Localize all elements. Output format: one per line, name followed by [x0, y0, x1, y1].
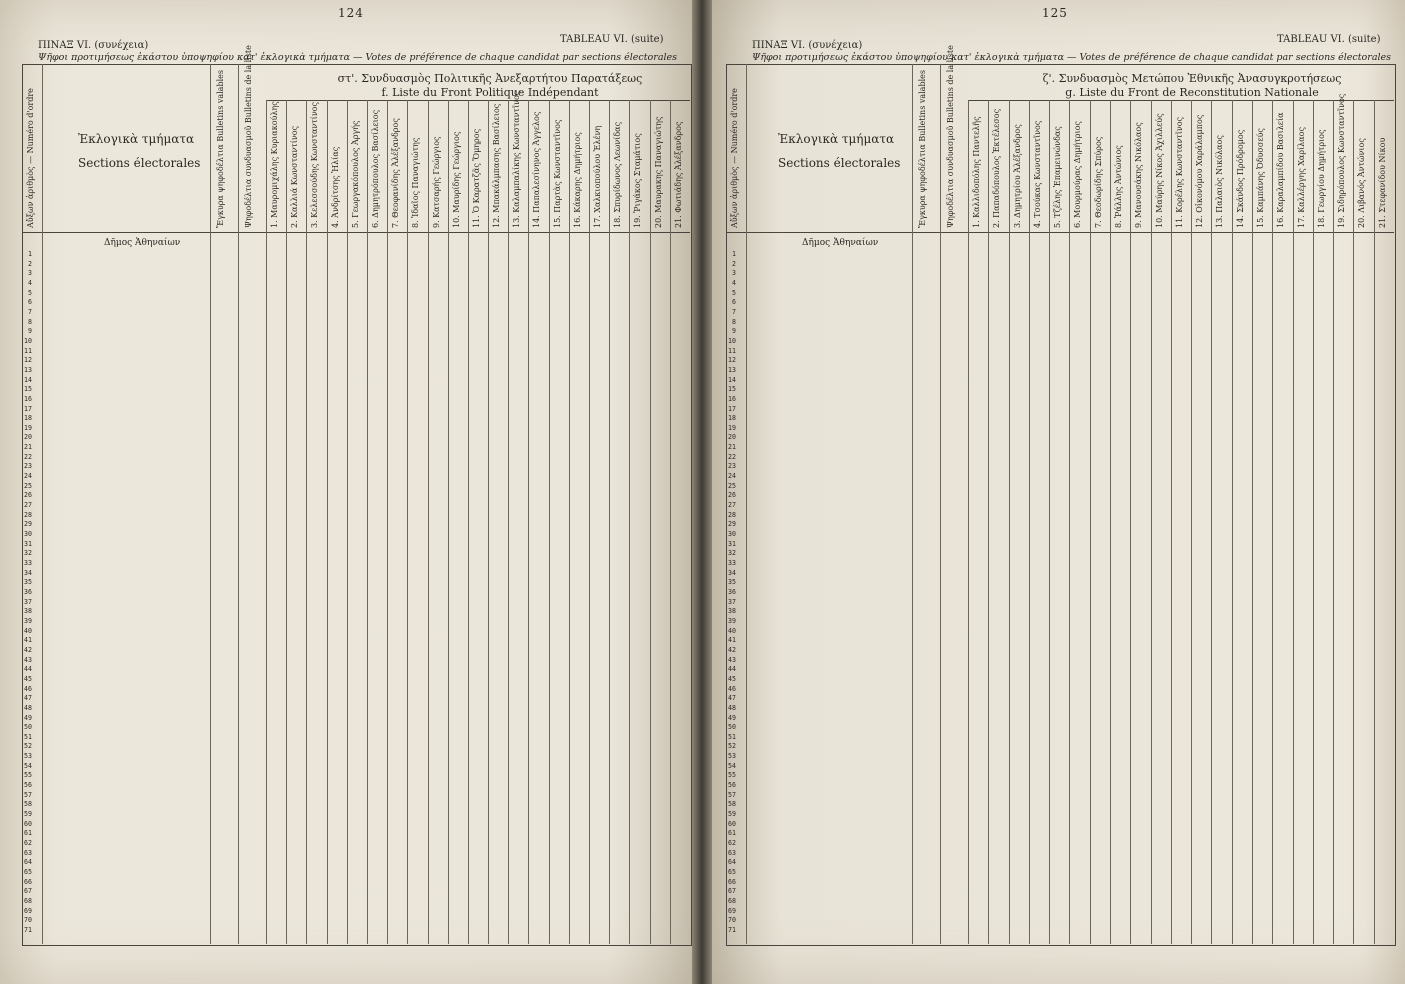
- data-rows: 1 2 3 4 5 6 7 8 9 10 11 12 13 14 15 16 17 18 19 20 21 22 23 24 25 26 27 28 29 30 31 32 33 34 35 36 37 38 39 40 41 42 43 44 45 46 47 48 49 50 51 52 53 54 55 56 57 58 59 60 61 62 63 64 65 66 67 68 69 70 71: [24, 250, 32, 934]
- column-rule: [1232, 100, 1233, 944]
- column-rule: [1252, 100, 1253, 944]
- column-rule: [1151, 100, 1152, 944]
- municipality-heading: Δῆμος Ἀθηναίων: [104, 238, 181, 248]
- column-rule: [968, 100, 969, 944]
- column-rule: [407, 100, 408, 944]
- candidate-header: 10. Μαύρης Νίκος Ἀχιλλεύς: [1154, 113, 1164, 228]
- list-title-rule: [266, 100, 690, 101]
- candidate-header: 12. Οἰκονόμου Χαράλαμπος: [1195, 114, 1205, 228]
- candidate-header: 13. Παλαιὸς Νικόλαος: [1215, 135, 1225, 228]
- column-rule: [327, 100, 328, 944]
- candidate-header: 6. Δημητρόπουλος Βασίλειος: [370, 109, 380, 228]
- header-french: TABLEAU VI. (suite): [1277, 34, 1381, 45]
- left-page: [0, 0, 692, 984]
- column-rule: [1293, 100, 1294, 944]
- column-rule: [569, 100, 570, 944]
- column-rule: [629, 100, 630, 944]
- page-number: 125: [1042, 6, 1068, 20]
- list-title-french: g. Liste du Front de Reconstitution Nationale: [1065, 86, 1319, 99]
- column-rule: [266, 100, 267, 944]
- candidate-header: 12. Μπακάλμπασης Βασίλειος: [492, 103, 502, 228]
- candidate-header: 17. Καλλέργης Χαρίλαος: [1296, 127, 1306, 228]
- list-title-french: f. Liste du Front Politique Indépendant: [381, 86, 599, 99]
- column-rule: [210, 64, 211, 944]
- column-rule: [912, 64, 913, 944]
- subtitle: Ψῆφοι προτιμήσεως ἑκάστου ὑποψηφίου κατ' ἐκλογικὰ τμήματα — Votes de préférence de chaque candidat par sections électorales: [38, 52, 678, 63]
- candidate-header: 2. Καλλιά Κωνσταντίνος: [290, 125, 300, 228]
- candidate-header: 21. Φωτιάδης Ἀλέξανδρος: [673, 121, 683, 228]
- header-greek: ΠΙΝΑΞ VI. (συνέχεια): [752, 40, 863, 51]
- column-rule: [286, 100, 287, 944]
- candidate-header: 2. Παπαδόπουλος Ἐκτέλεσος: [992, 108, 1002, 228]
- candidate-header: 1. Μαυρομιχάλης Κυριακούλης: [270, 101, 279, 228]
- list-votes-header: Ψηφοδέλτια συνδυασμοῦ Bulletins de la liste: [946, 45, 955, 228]
- header-french: TABLEAU VI. (suite): [560, 34, 664, 45]
- municipality-heading: Δῆμος Ἀθηναίων: [802, 238, 879, 248]
- column-rule: [650, 100, 651, 944]
- candidate-header: 13. Καλαμπαλίκης Κωνσταντῖνος: [512, 90, 522, 228]
- candidate-header: 4. Τσούκας Κωνσταντῖνος: [1032, 120, 1042, 228]
- column-rule: [347, 100, 348, 944]
- candidate-header: 20. Λιβανός Ἀντώνιος: [1357, 138, 1367, 228]
- column-rule: [428, 100, 429, 944]
- candidate-header: 7. Θεοδωρίδης Σπύρος: [1093, 136, 1103, 228]
- candidate-header: 18. Σπυρίδωνος Λεωνίδας: [613, 121, 623, 228]
- column-rule: [1130, 100, 1131, 944]
- subtitle: Ψῆφοι προτιμήσεως ἑκάστου ὑποψηφίου κατ' ἐκλογικὰ τμήματα — Votes de préférence de chaque candidat par sections électorales: [752, 52, 1392, 63]
- column-rule: [42, 64, 43, 944]
- order-column-header: Αὔξων ἀριθμὸς — Numéro d'ordre: [26, 88, 35, 228]
- list-title-rule: [968, 100, 1394, 101]
- column-rule: [306, 100, 307, 944]
- header-greek: ΠΙΝΑΞ VI. (συνέχεια): [38, 40, 149, 51]
- column-rule: [549, 100, 550, 944]
- column-rule: [1272, 100, 1273, 944]
- candidate-header: 9. Μανουσάκης Νικόλαος: [1134, 122, 1144, 228]
- column-rule: [746, 64, 747, 944]
- candidate-header: 19. Ῥιγάκος Σταμάτιος: [633, 133, 643, 228]
- column-rule: [1171, 100, 1172, 944]
- column-rule: [940, 64, 941, 944]
- candidate-header: 4. Ἀνδρίτσης Ἠλίας: [330, 146, 340, 228]
- candidate-header: 8. Ἰδαῖος Παναγιώτης: [411, 137, 421, 228]
- column-rule: [367, 100, 368, 944]
- column-rule: [448, 100, 449, 944]
- header-bottom-rule: [726, 232, 1394, 233]
- candidate-header: 9. Κατσαρής Γεώργιος: [431, 136, 441, 228]
- candidate-header: 5. Τζέλης Ἐπαμεινώνδας: [1053, 126, 1063, 228]
- column-rule: [1353, 100, 1354, 944]
- data-rows: 1 2 3 4 5 6 7 8 9 10 11 12 13 14 15 16 17 18 19 20 21 22 23 24 25 26 27 28 29 30 31 32 33 34 35 36 37 38 39 40 41 42 43 44 45 46 47 48 49 50 51 52 53 54 55 56 57 58 59 60 61 62 63 64 65 66 67 68 69 70 71: [728, 250, 736, 934]
- sections-heading-french: Sections électorales: [78, 156, 201, 170]
- column-rule: [1049, 100, 1050, 944]
- column-rule: [488, 100, 489, 944]
- column-rule: [1069, 100, 1070, 944]
- candidate-header: 17. Χαλκιοπούλου Ἑλένη: [593, 125, 603, 228]
- column-rule: [1313, 100, 1314, 944]
- column-rule: [1009, 100, 1010, 944]
- column-rule: [609, 100, 610, 944]
- column-rule: [1191, 100, 1192, 944]
- column-rule: [528, 100, 529, 944]
- candidate-header: 1. Καλλιδοπόλης Παντελῆς: [972, 116, 981, 228]
- candidate-header: 11. Ὁ Καρατζᾶς Ὅμηρος: [471, 128, 481, 228]
- candidate-header: 19. Σιδηρόπουλος Κωνσταντῖνος: [1337, 93, 1347, 228]
- column-rule: [387, 100, 388, 944]
- candidate-header: 14. Παπαλεσίνηνος Ἀγγελος: [532, 111, 542, 228]
- column-rule: [1090, 100, 1091, 944]
- right-page: [712, 0, 1405, 984]
- valid-ballots-header: Ἔγκυρα ψηφοδέλτια Bulletins valables: [216, 70, 225, 228]
- column-rule: [468, 100, 469, 944]
- page-number: 124: [338, 6, 364, 20]
- column-rule: [589, 100, 590, 944]
- list-title-greek: ζ'. Συνδυασμὸς Μετώπου Ἐθνικῆς Ἀνασυγκροτήσεως: [1042, 72, 1342, 85]
- sections-heading-greek: Ἐκλογικὰ τμήματα: [78, 132, 195, 146]
- column-rule: [1374, 100, 1375, 944]
- list-title-greek: στ'. Συνδυασμὸς Πολιτικῆς Ἀνεξαρτήτου Παρατάξεως: [337, 72, 643, 85]
- candidate-header: 20. Μαυρακης Παναγιώτης: [653, 116, 663, 228]
- candidate-header: 3. Κελεσσούδης Κωνσταντίνος: [310, 102, 320, 228]
- candidate-header: 14. Σκάνδος Πρόδρομος: [1235, 129, 1245, 228]
- column-rule: [988, 100, 989, 944]
- candidate-header: 16. Κάκαρης Δημήτριος: [572, 132, 582, 228]
- candidate-header: 16. Καραλαμπίδου Βασιλεία: [1276, 112, 1286, 228]
- sections-heading-greek: Ἐκλογικὰ τμήματα: [778, 132, 895, 146]
- column-rule: [508, 100, 509, 944]
- candidate-header: 21. Στεφανίδου Νίκου: [1377, 137, 1387, 228]
- candidate-header: 18. Γεωργίου Δημήτριος: [1316, 129, 1326, 228]
- candidate-header: 15. Παρτὰς Κωνσταντῖνος: [552, 119, 562, 228]
- column-rule: [1029, 100, 1030, 944]
- candidate-header: 6. Μουρμούρας Δημήτριος: [1073, 121, 1083, 228]
- column-rule: [1333, 100, 1334, 944]
- column-rule: [670, 100, 671, 944]
- order-column-header: Αὔξων ἀριθμὸς — Numéro d'ordre: [730, 88, 739, 228]
- candidate-header: 10. Μαυρίδης Γεώργιος: [451, 131, 461, 228]
- candidate-header: 8. Ῥάλλης Ἀντώνιος: [1114, 145, 1123, 228]
- column-rule: [1110, 100, 1111, 944]
- candidate-header: 15. Καμπάνης Ὀδυσσεύς: [1256, 128, 1265, 228]
- candidate-header: 3. Δημητρίου Ἀλέξανδρος: [1012, 124, 1022, 228]
- candidate-header: 11. Κορέλης Κωνσταντῖνος: [1174, 116, 1184, 228]
- book-gutter: [692, 0, 712, 984]
- column-rule: [1211, 100, 1212, 944]
- column-rule: [238, 64, 239, 944]
- valid-ballots-header: Ἔγκυρα ψηφοδέλτια Bulletins valables: [918, 70, 927, 228]
- list-votes-header: Ψηφοδέλτια συνδυασμοῦ Bulletins de la liste: [244, 45, 253, 228]
- candidate-header: 5. Γεωργακόπουλος Ἀργής: [350, 120, 360, 228]
- candidate-header: 7. Θεοφανίδης Ἀλέξανδρος: [391, 118, 401, 228]
- sections-heading-french: Sections électorales: [778, 156, 901, 170]
